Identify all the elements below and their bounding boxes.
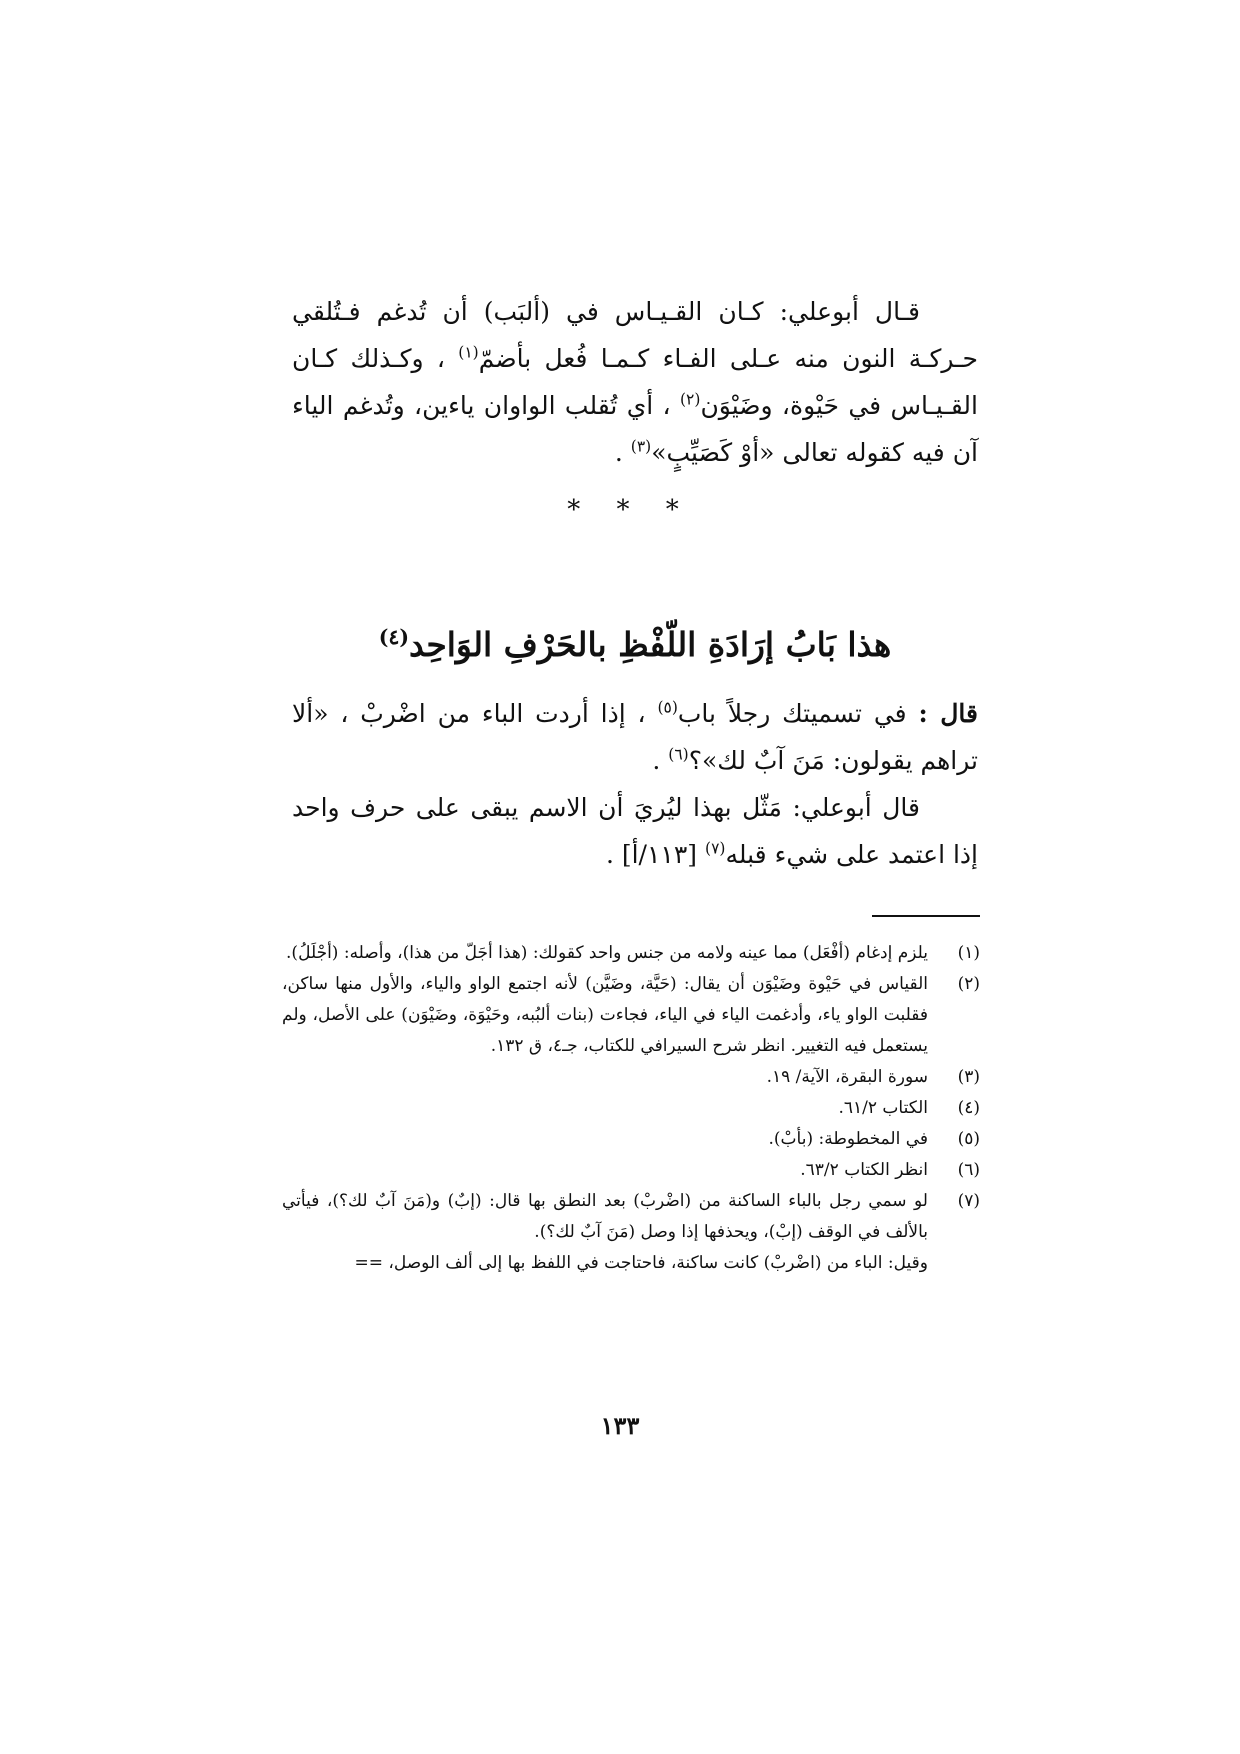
footnote-marker: (١) (458, 343, 479, 362)
speaker-label: قال : (918, 699, 979, 728)
quote-paragraph (292, 690, 978, 784)
footnote-number: (٧) (957, 1191, 980, 1211)
paragraph1-text: قـال أبوعلي: كـان القـيـاس في (ألبَب) أن تُدغم فـتُلقي حـركـة النون منه عـلى الفـاء كـمـا فُعل بأضمّ (292, 297, 978, 373)
footnote-text: في المخطوطة: (بأبْ). (768, 1129, 928, 1149)
manuscript-reference: [١١٣/أ] (621, 840, 698, 869)
footnote-number: (١) (957, 943, 980, 963)
quote-end: . (652, 746, 661, 775)
quote-text-cont: ، إذا أردت الباء من اضْربْ ، «ألا تراهم يقولون: مَنَ آبٌ لك»؟ (292, 699, 978, 775)
footnote-item (282, 1062, 980, 1093)
footnote-text: الكتاب ٦١/٢. (838, 1098, 928, 1118)
chapter-body (292, 690, 978, 878)
commentary-end: . (605, 840, 614, 869)
quote-text: في تسميتك رجلاً باب (677, 699, 907, 728)
footnote-marker: (٥) (657, 698, 678, 717)
footnote-number: (٦) (957, 1160, 980, 1180)
footnote-divider (872, 915, 980, 917)
paragraph-text (292, 288, 978, 476)
section-separator: * * * (567, 495, 693, 525)
chapter-title-text: هذا بَابُ إرَادَةِ اللّفْظِ بالحَرْفِ الوَاحِد (409, 625, 892, 664)
footnote-marker: (٢) (679, 390, 701, 409)
footnote-item (282, 969, 980, 1062)
footnote-marker: (٦) (668, 745, 689, 764)
opening-paragraph (292, 288, 978, 476)
paragraph1-text2: ، وكـذلك كـان القـيـاس في حَيْوة، وضَيْوَن (292, 344, 978, 420)
chapter-title (292, 620, 978, 670)
footnote-marker: (٣) (630, 437, 652, 456)
footnote-marker: (٧) (705, 839, 726, 858)
footnote-number: (٣) (957, 1067, 980, 1087)
footnote-number: (٥) (957, 1129, 980, 1149)
footnote-text: يلزم إدغام (أفْعَل) مما عينه ولامه من جنس واحد كقولك: (هذا أجَلّ من هذا)، وأصله: (أجْلَلُ). (286, 943, 928, 963)
footnote-item (282, 1186, 980, 1248)
page-number: ١٣٣ (600, 1411, 640, 1440)
footnote-text: لو سمي رجل بالباء الساكنة من (اضْربْ) بعد النطق بها قال: (إبٌ) و(مَنَ آبٌ لك؟)، فيأتي بالألف في الوقف (إبْ)، ويحذفها إذا وصل (مَنَ آبٌ لك؟). (282, 1191, 928, 1242)
footnote-marker: (٤) (378, 625, 410, 649)
footnote-text: انظر الكتاب ٦٣/٢. (800, 1160, 928, 1180)
footnote-item (282, 938, 980, 969)
footnote-number: (٤) (957, 1098, 980, 1118)
commentary-paragraph (292, 784, 978, 878)
paragraph1-end: . (614, 438, 623, 467)
commentary-text: قال أبوعلي: مَثّل بهذا ليُريَ أن الاسم يبقى على حرف واحد إذا اعتمد على شيء قبله (292, 793, 978, 869)
paragraph1-text3: ، أي تُقلب الواوان ياءين، وتُدغم الياء آن فيه كقوله تعالى «أوْ كَصَيِّبٍ» (292, 391, 978, 467)
footnotes (282, 938, 980, 1279)
footnote-item (282, 1124, 980, 1155)
footnote-text: سورة البقرة، الآية/ ١٩. (766, 1067, 928, 1087)
footnote-text: القياس في حَيْوة وضَيْوَن أن يقال: (حَيَّة، وضَيَّن) لأنه اجتمع الواو والياء، والأول منها ساكن، فقلبت الواو ياء، وأدغمت الياء في الياء، فجاءت (بنات ألبُبه، وحَيْوَة، وضَيْوَن) على الأصل، ولم يستعمل فيه التغيير. انظر شرح السيرافي للكتاب، جـ٤، ق ١٣٢. (282, 974, 928, 1056)
footnote-item (282, 1093, 980, 1124)
footnote-number: (٢) (957, 974, 980, 994)
footnote-item (282, 1155, 980, 1186)
footnote-continuation: وقيل: الباء من (اضْربْ) كانت ساكنة، فاحتاجت في اللفظ بها إلى ألف الوصل، == (354, 1253, 928, 1273)
